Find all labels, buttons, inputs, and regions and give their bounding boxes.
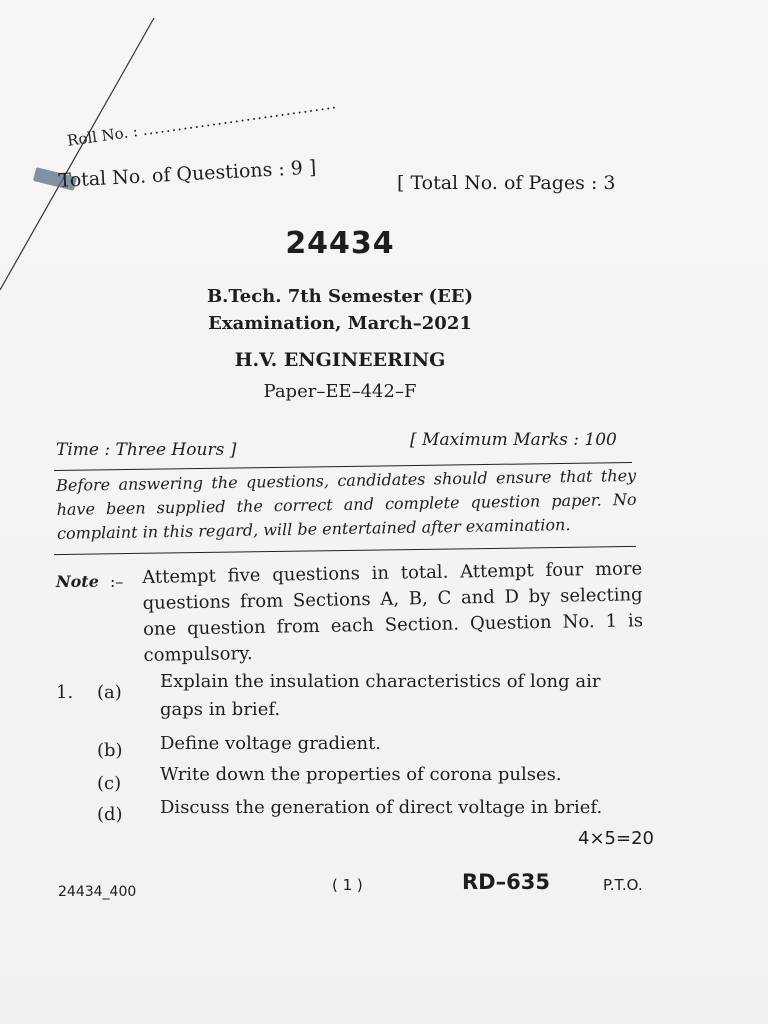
footer-page-number: ( 1 )	[332, 876, 363, 894]
part-d-text: Discuss the generation of direct voltage in brief.	[160, 797, 603, 818]
question-number: 1.	[56, 682, 74, 703]
footer-code-left: 24434_400	[58, 884, 137, 900]
part-b-text: Define voltage gradient.	[160, 733, 382, 754]
part-a-text: Explain the insulation characteristics of long air gaps in brief.	[160, 671, 601, 720]
footer-pto: P.T.O.	[603, 876, 643, 894]
candidate-instruction: Before answering the questions, candidates should ensure that they have been supplied the correct and complete question paper. No complaint in this regard, will be entertained after examination.	[56, 465, 637, 543]
part-c-label: (c)	[97, 773, 122, 794]
paper-number: Paper–EE–442–F	[263, 381, 417, 402]
total-questions: Total No. of Questions : 9 ]	[58, 156, 317, 192]
part-c-text: Write down the properties of corona pulses.	[160, 764, 562, 785]
part-b-label: (b)	[97, 740, 123, 761]
subject-title: H.V. ENGINEERING	[234, 349, 446, 371]
total-pages: [ Total No. of Pages : 3	[397, 172, 616, 194]
paper-code: 24434	[285, 226, 395, 261]
part-d-label: (d)	[97, 804, 123, 825]
footer-rd-code: RD–635	[462, 870, 550, 894]
part-a-label: (a)	[97, 682, 122, 703]
question-marks: 4×5=20	[578, 828, 654, 849]
roll-dots: ..................................	[141, 94, 338, 140]
note-label: Note	[56, 572, 99, 591]
note-separator: :–	[110, 572, 124, 591]
note-text: Attempt five questions in total. Attempt four more questions from Sections A, B, C and D by selecting one question from each Section. Question No. 1 is compulsory.	[142, 558, 644, 666]
maximum-marks: [ Maximum Marks : 100	[410, 430, 617, 450]
time-allowed: Time : Three Hours ]	[56, 440, 237, 460]
exam-title: Examination, March–2021	[208, 313, 472, 334]
course-title: B.Tech. 7th Semester (EE)	[206, 286, 474, 307]
roll-label: Roll No. :	[66, 122, 139, 150]
